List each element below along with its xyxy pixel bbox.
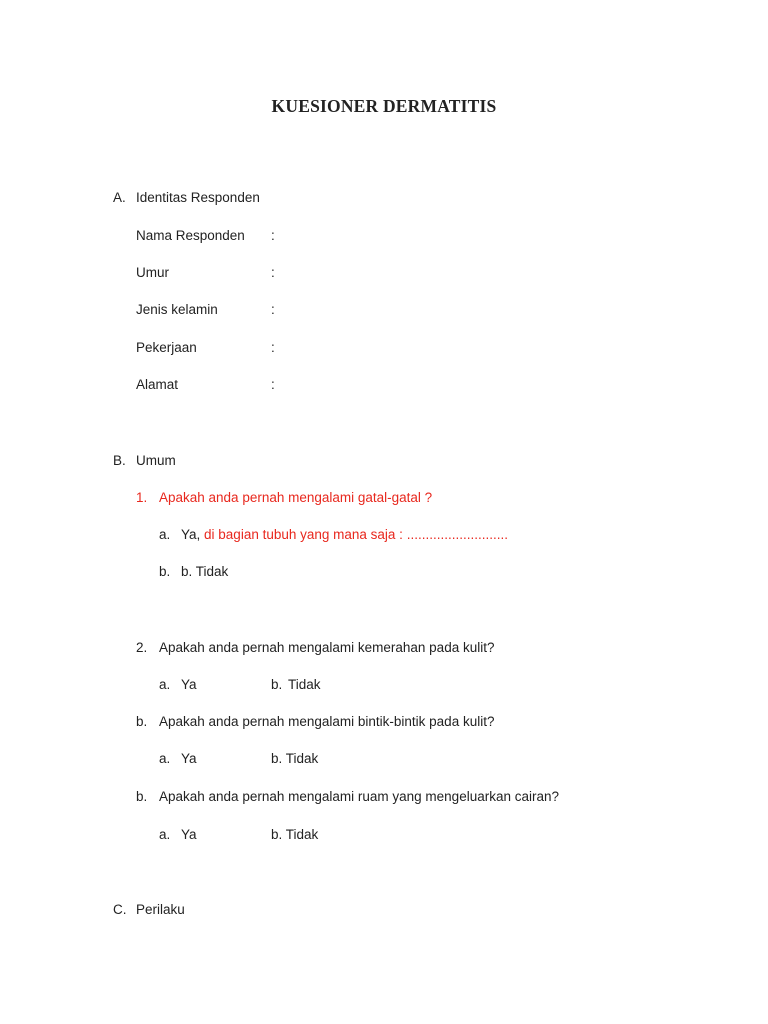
question-1-option-b: b. Tidak — [181, 564, 229, 579]
question-1-option-a — [181, 527, 508, 543]
question-2-text: Apakah anda pernah mengalami kemerahan pada kulit? — [159, 640, 495, 655]
section-a-marker: A. — [113, 190, 126, 205]
option-marker: a. — [159, 751, 171, 766]
field-separator: : — [271, 340, 275, 355]
option-marker: a. — [159, 527, 171, 542]
option-marker: b. — [271, 677, 283, 692]
option-text: Ya, — [181, 527, 201, 542]
field-label-alamat: Alamat — [136, 377, 179, 392]
field-label-pekerjaan: Pekerjaan — [136, 340, 197, 355]
section-a-heading: Identitas Responden — [136, 190, 260, 205]
question-4-number: b. — [136, 789, 148, 804]
question-4-text: Apakah anda pernah mengalami ruam yang mengeluarkan cairan? — [159, 789, 560, 804]
question-2-number: 2. — [136, 640, 148, 655]
section-b-marker: B. — [113, 453, 126, 468]
option-marker: a. — [159, 677, 171, 692]
field-label-jenis-kelamin: Jenis kelamin — [136, 302, 218, 317]
field-label-nama: Nama Responden — [136, 228, 245, 243]
question-2-option-a: Ya — [181, 677, 197, 692]
question-3-text: Apakah anda pernah mengalami bintik-bintik pada kulit? — [159, 714, 495, 729]
question-4-option-a: Ya — [181, 827, 197, 842]
section-c-heading: Perilaku — [136, 902, 185, 917]
field-separator: : — [271, 265, 275, 280]
option-marker: b. — [159, 564, 171, 579]
question-3-option-a: Ya — [181, 751, 197, 766]
question-3-number: b. — [136, 714, 148, 729]
question-1-text: Apakah anda pernah mengalami gatal-gatal ? — [159, 490, 433, 505]
question-2-option-b: Tidak — [288, 677, 321, 692]
answer-blank: ........................... — [406, 527, 508, 542]
page-title: KUESIONER DERMATITIS — [271, 96, 497, 116]
field-separator: : — [271, 228, 275, 243]
field-separator: : — [271, 377, 275, 392]
field-label-umur: Umur — [136, 265, 169, 280]
question-3-option-b: b. Tidak — [271, 751, 319, 766]
question-1-number: 1. — [136, 490, 148, 505]
section-b-heading: Umum — [136, 453, 176, 468]
option-marker: a. — [159, 827, 171, 842]
option-detail: di bagian tubuh yang mana saja : — [204, 527, 403, 542]
question-4-option-b: b. Tidak — [271, 827, 319, 842]
field-separator: : — [271, 302, 275, 317]
section-c-marker: C. — [113, 902, 127, 917]
